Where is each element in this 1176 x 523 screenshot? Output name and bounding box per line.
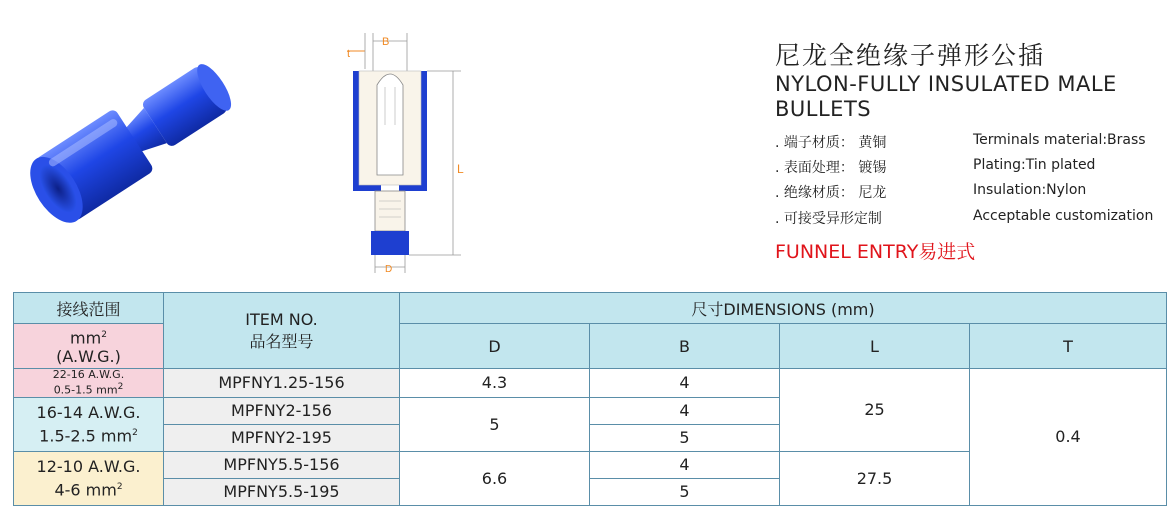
header-d: D	[400, 324, 590, 369]
header-range-unit: $mm^2$ (A.W.G.)	[14, 324, 164, 369]
header-item-no: ITEM NO. 品名型号	[164, 293, 400, 369]
spec-en: Insulation:Nylon	[973, 182, 1087, 198]
product-photo	[10, 40, 260, 240]
funnel-entry-label: FUNNEL ENTRY易进式	[775, 241, 976, 263]
b-cell: 4	[590, 397, 780, 424]
range-group-cell: 22-16 A.W.G. 0.5-1.5 $mm^2$	[14, 369, 164, 398]
d-cell: 5	[400, 397, 590, 451]
range-group-cell: 16-14 A.W.G. 1.5-2.5 $mm^2$	[14, 397, 164, 451]
item-cell: MPFNY2-156	[164, 397, 400, 424]
range-group-cell: 12-10 A.W.G. 4-6 $mm^2$	[14, 451, 164, 505]
spec-en: Plating:Tin plated	[973, 157, 1096, 173]
header-range-zh: 接线范围	[14, 293, 164, 324]
b-cell: 4	[590, 369, 780, 398]
b-cell: 5	[590, 478, 780, 505]
label-d: D	[385, 264, 393, 275]
l-cell: 25	[780, 369, 970, 452]
l-cell: 27.5	[780, 451, 970, 505]
spec-zh: . 端子材质： 黄铜	[775, 135, 887, 151]
item-cell: MPFNY5.5-195	[164, 478, 400, 505]
header-t: T	[970, 324, 1167, 369]
t-cell: 0.4	[970, 369, 1167, 506]
d-cell: 6.6	[400, 451, 590, 505]
label-l: L	[457, 162, 464, 176]
label-b: B	[382, 36, 390, 48]
dimensions-table	[13, 292, 1167, 506]
title-chinese: 尼龙全绝缘子弹形公插	[775, 41, 1046, 70]
spec-en: Terminals material:Brass	[973, 132, 1146, 148]
label-t: t	[347, 48, 351, 60]
item-cell: MPFNY1.25-156	[164, 369, 400, 398]
header-dimensions: 尺寸DIMENSIONS (mm)	[400, 293, 1167, 324]
item-cell: MPFNY5.5-156	[164, 451, 400, 478]
item-cell: MPFNY2-195	[164, 424, 400, 451]
b-cell: 4	[590, 451, 780, 478]
spec-zh: . 绝缘材质： 尼龙	[775, 185, 887, 201]
spec-en: Acceptable customization	[973, 208, 1154, 224]
title-english: NYLON-FULLY INSULATED MALE BULLETS	[775, 72, 1117, 121]
d-cell: 4.3	[400, 369, 590, 398]
b-cell: 5	[590, 424, 780, 451]
header-b: B	[590, 324, 780, 369]
technical-drawing	[335, 25, 475, 280]
spec-zh: . 可接受异形定制	[775, 211, 882, 227]
header-l: L	[780, 324, 970, 369]
spec-zh: . 表面处理： 镀锡	[775, 160, 887, 176]
